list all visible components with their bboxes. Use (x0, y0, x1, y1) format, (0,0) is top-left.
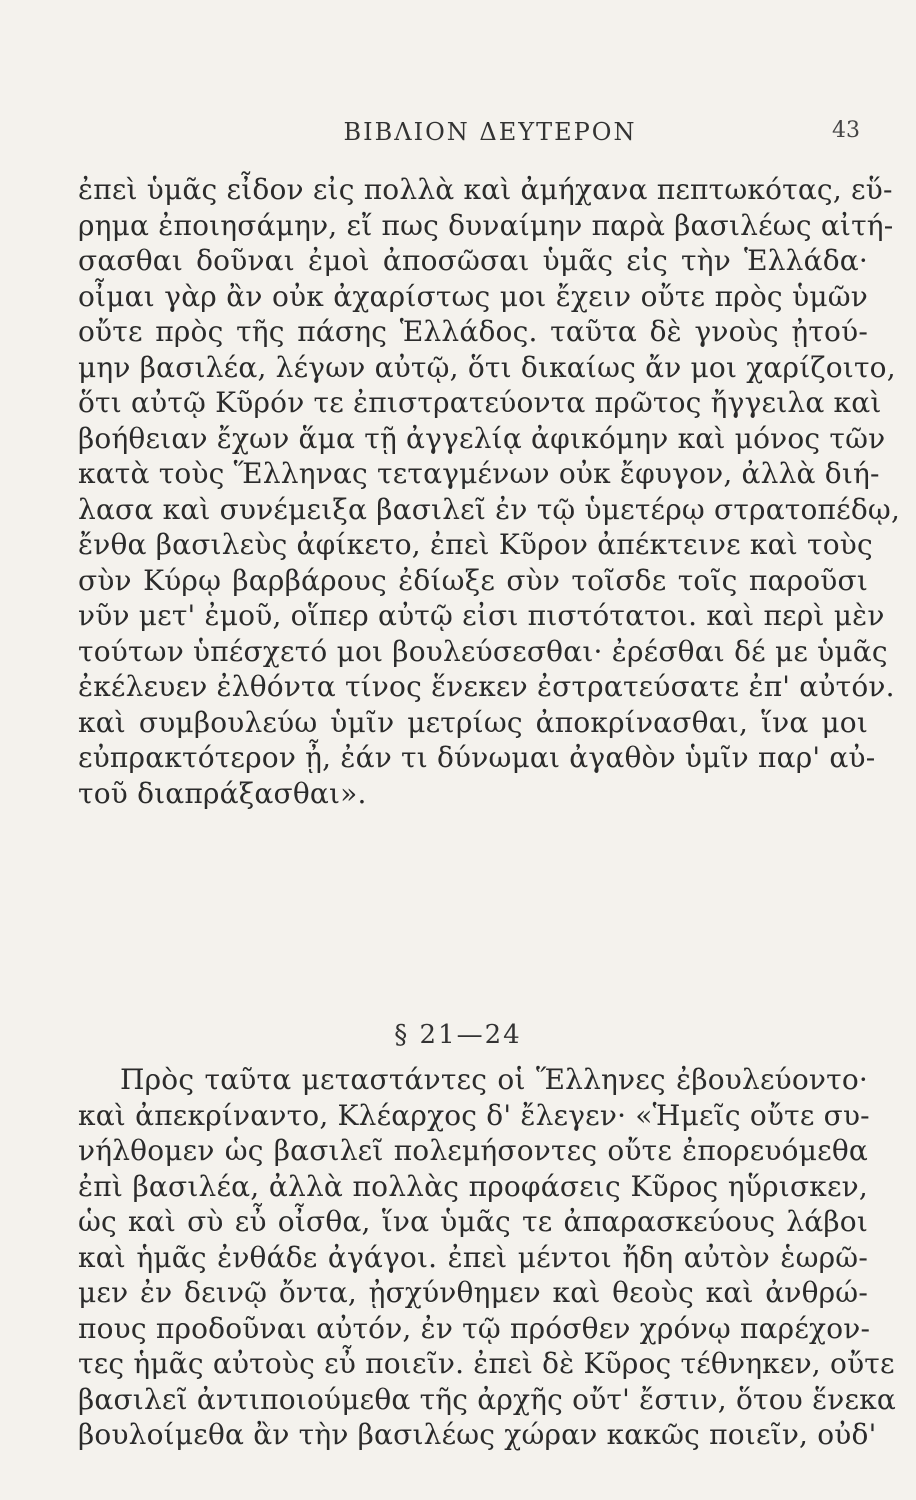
text-line: τοῦ διαπράξασθαι». (78, 776, 367, 810)
text-line: οἶμαι γὰρ ἂν οὐκ ἀχαρίστως μοι ἔχειν οὔτε πρὸς ὑμῶν (78, 279, 868, 313)
text-line: ρημα ἐποιησάμην, εἴ πως δυναίμην παρὰ βασιλέως αἰτή- (78, 208, 894, 242)
text-line: Πρὸς ταῦτα μεταστάντες οἱ Ἕλληνες ἐβουλεύοντο· (120, 1063, 868, 1096)
text-line: μην βασιλέα, λέγων αὐτῷ, ὅτι δικαίως ἄν μοι χαρίζοιτο, (78, 350, 896, 384)
section-heading: § 21—24 (394, 1020, 522, 1050)
running-title: ΒΙΒΛΙΟΝ ΔΕΥΤΕΡΟΝ (343, 118, 637, 146)
text-line: βοήθειαν ἔχων ἅμα τῇ ἀγγελίᾳ ἀφικόμην καὶ μόνος τῶν (78, 421, 886, 455)
text-line: σὺν Κύρῳ βαρβάρους ἐδίωξε σὺν τοῖσδε τοῖς παροῦσι (78, 563, 868, 597)
text-line: ἐκέλευεν ἐλθόντα τίνος ἕνεκεν ἐστρατεύσατε ἐπ' αὐτόν. (78, 670, 895, 703)
text-line: κατὰ τοὺς Ἕλληνας τεταγμένων οὐκ ἔφυγον, ἀλλὰ διή- (78, 457, 880, 490)
text-line: ἔνθα βασιλεὺς ἀφίκετο, ἐπεὶ Κῦρον ἀπέκτεινε καὶ τοὺς (78, 528, 873, 561)
text-line: πους προδοῦναι αὐτόν, ἐν τῷ πρόσθεν χρόνῳ παρέχον- (78, 1311, 871, 1345)
text-line: βουλοίμεθα ἂν τὴν βασιλέως χώραν κακῶς ποιεῖν, οὐδ' (78, 1418, 877, 1451)
text-line: ὅτι αὐτῷ Κῦρόν τε ἐπιστρατεύοντα πρῶτος ἤγγειλα καὶ (78, 386, 882, 419)
text-line: ὡς καὶ σὺ εὖ οἶσθα, ἵνα ὑμᾶς τε ἀπαρασκεύους λάβοι (78, 1205, 868, 1238)
text-line: ἐπὶ βασιλέα, ἀλλὰ πολλὰς προφάσεις Κῦρος ηὕρισκεν, (78, 1169, 868, 1203)
text-line: εὐπρακτότερον ᾖ, ἐάν τι δύνωμαι ἀγαθὸν ὑμῖν παρ' αὐ- (78, 741, 876, 774)
text-line: νήλθομεν ὡς βασιλεῖ πολεμήσοντες οὔτε ἐπορευόμεθα (78, 1134, 868, 1167)
text-line: τες ἡμᾶς αὐτοὺς εὖ ποιεῖν. ἐπεὶ δὲ Κῦρος τέθνηκεν, οὔτε (78, 1347, 895, 1380)
text-line: σασθαι δοῦναι ἐμοὶ ἀποσῶσαι ὑμᾶς εἰς τὴν Ἑλλάδα· (78, 244, 868, 277)
paragraph-1 (78, 172, 901, 811)
text-line: καὶ ἀπεκρίναντο, Κλέαρχος δ' ἔλεγεν· «Ἡμεῖς οὔτε συ- (78, 1098, 870, 1132)
text-line: ἐπεὶ ὑμᾶς εἶδον εἰς πολλὰ καὶ ἀμήχανα πεπτωκότας, εὕ- (78, 173, 893, 206)
text-line: καὶ συμβουλεύω ὑμῖν μετρίως ἀποκρίνασθαι, ἵνα μοι (78, 705, 868, 739)
text-line: νῦν μετ' ἐμοῦ, οἵπερ αὐτῷ εἰσι πιστότατοι. καὶ περὶ μὲν (78, 599, 885, 632)
text-line: λασα καὶ συνέμειξα βασιλεῖ ἐν τῷ ὑμετέρῳ στρατοπέδῳ, (78, 492, 901, 526)
text-line: καὶ ἡμᾶς ἐνθάδε ἀγάγοι. ἐπεὶ μέντοι ἤδη αὐτὸν ἑωρῶ- (78, 1240, 868, 1274)
text-line: μεν ἐν δεινῷ ὄντα, ᾐσχύνθημεν καὶ θεοὺς καὶ ἀνθρώ- (78, 1276, 868, 1309)
text-line: τούτων ὑπέσχετό μοι βουλεύσεσθαι· ἐρέσθαι δέ με ὑμᾶς (78, 634, 888, 668)
text-line: βασιλεῖ ἀντιποιούμεθα τῆς ἀρχῆς οὔτ' ἔστιν, ὅτου ἕνεκα (78, 1382, 897, 1416)
text-line: οὔτε πρὸς τῆς πάσης Ἑλλάδος. ταῦτα δὲ γνοὺς ᾐτού- (78, 315, 868, 348)
page-header (120, 118, 860, 154)
paragraph-2 (78, 1062, 897, 1453)
page-number: 43 (832, 118, 860, 143)
